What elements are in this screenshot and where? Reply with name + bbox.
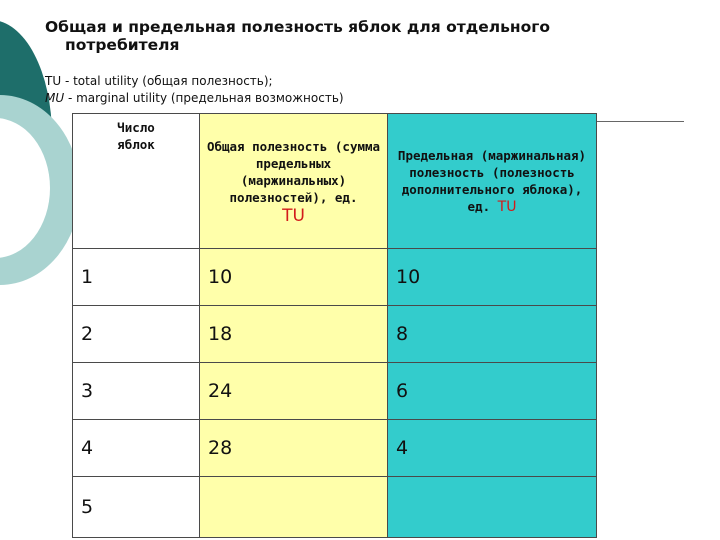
cell-marginal: 8	[388, 306, 597, 363]
slide-title-line1: Общая и предельная полезность яблок для отдельного	[45, 18, 551, 36]
legend-tu-abbr: TU	[45, 74, 62, 88]
cell-count: 4	[73, 420, 200, 477]
legend-tu-text: - total utility (общая полезность);	[61, 74, 273, 88]
cell-marginal: 6	[388, 363, 597, 420]
cell-total: 28	[200, 420, 388, 477]
header-count-label: Число яблок	[117, 120, 155, 152]
cell-total	[200, 477, 388, 538]
cell-total: 10	[200, 249, 388, 306]
header-total-label: Общая полезность (сумма предельных (маржинальных) полезностей), ед.	[206, 138, 381, 205]
table-row	[73, 363, 597, 420]
header-count	[73, 114, 200, 249]
legend-mu-text: - marginal utility (предельная возможность)	[64, 91, 344, 105]
slide-title-line2: потребителя	[65, 36, 180, 54]
cell-count: 5	[73, 477, 200, 538]
table-row	[73, 306, 597, 363]
header-total	[200, 114, 388, 249]
header-marginal	[388, 114, 597, 249]
table-header-row	[73, 114, 597, 249]
divider-right	[594, 121, 684, 122]
table-row	[73, 477, 597, 538]
cell-marginal: 10	[388, 249, 597, 306]
cell-count: 3	[73, 363, 200, 420]
header-marginal-label: Предельная (маржинальная) полезность (полезность дополнительного яблока), ед.	[397, 147, 587, 214]
cell-total: 18	[200, 306, 388, 363]
legend-mu	[45, 90, 344, 107]
legend-tu	[45, 73, 344, 90]
table-row	[73, 420, 597, 477]
slide-title	[45, 18, 665, 54]
cell-marginal: 4	[388, 420, 597, 477]
cell-count: 2	[73, 306, 200, 363]
header-marginal-unit: TU	[497, 198, 517, 215]
table-row	[73, 249, 597, 306]
utility-table	[72, 113, 597, 538]
cell-count: 1	[73, 249, 200, 306]
legend-mu-abbr: MU	[45, 91, 65, 105]
abbreviation-legend	[45, 73, 344, 107]
header-total-unit: TU	[282, 205, 305, 226]
cell-total: 24	[200, 363, 388, 420]
cell-marginal	[388, 477, 597, 538]
